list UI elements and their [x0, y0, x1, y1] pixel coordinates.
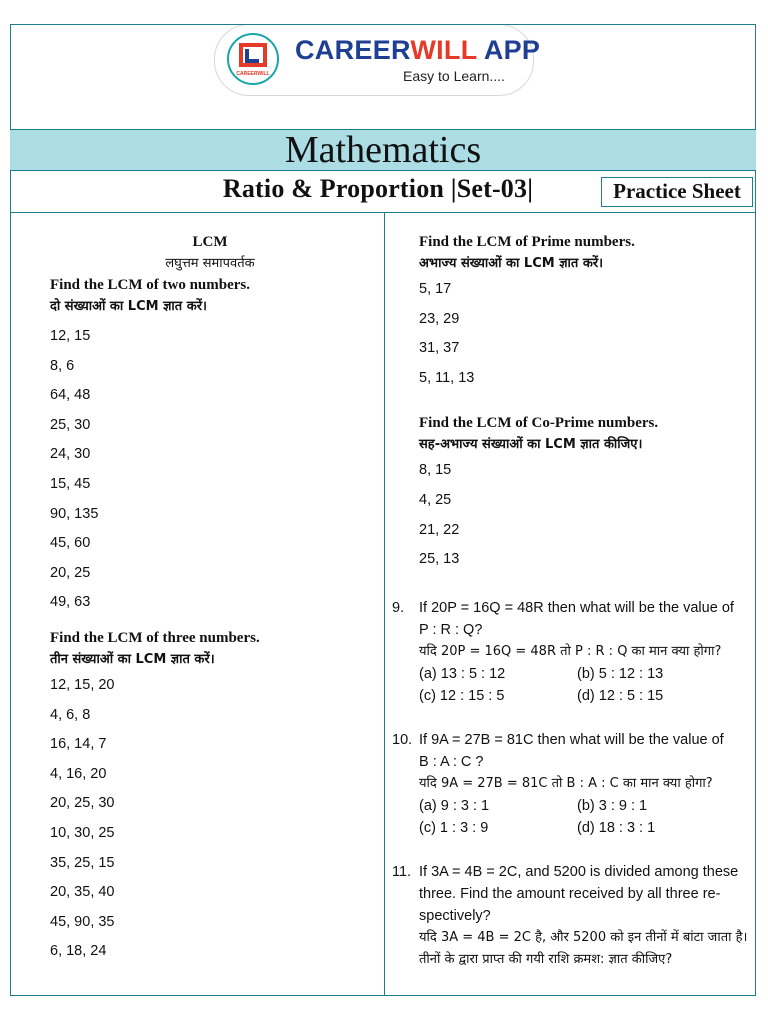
question-9: [392, 597, 752, 707]
list-item: 45, 90, 35: [50, 913, 115, 930]
section-heading: Find the LCM of Prime numbers.: [419, 234, 635, 250]
brand-name-part3: APP: [477, 35, 541, 65]
list-item: 45, 60: [50, 535, 91, 552]
list-item: 6, 18, 24: [50, 943, 107, 960]
list-item: 12, 15, 20: [50, 676, 115, 693]
question-text: If 3A = 4B = 2C, and 5200 is divided among these: [419, 863, 739, 880]
question-text-hindi: यदि 9A = 27B = 81C तो B : A : C का मान क्या होगा?: [419, 775, 713, 791]
question-text: P : R : Q?: [419, 621, 483, 638]
answer-options: [419, 795, 752, 839]
question-number: 9.: [392, 599, 405, 616]
question-text: If 20P = 16Q = 48R then what will be the value of: [419, 599, 734, 616]
question-text: three. Find the amount received by all three re-: [419, 885, 721, 902]
question-text: B : A : C ?: [419, 753, 484, 770]
list-item: 15, 45: [50, 475, 91, 492]
option-a: (a) 9 : 3 : 1: [419, 797, 490, 814]
lcm-title: LCM: [192, 234, 228, 250]
section-heading-hindi: दो संख्याओं का LCM ज्ञात करें।: [50, 299, 207, 314]
option-d: (d) 18 : 3 : 1: [577, 819, 656, 836]
question-10: [392, 729, 752, 839]
list-item: 23, 29: [419, 310, 460, 327]
list-item: 64, 48: [50, 387, 91, 404]
question-text-hindi: यदि 3A = 4B = 2C है, और 5200 को इन तीनों में बांटा जाता है।: [419, 929, 748, 945]
list-item: 12, 15: [50, 328, 91, 344]
option-d: (d) 12 : 5 : 15: [577, 687, 664, 704]
list-item: 4, 6, 8: [50, 706, 91, 723]
lcm-title-hindi: लघुत्तम समापवर्तक: [165, 256, 255, 271]
list-item: 10, 30, 25: [50, 824, 115, 841]
list-item: 90, 135: [50, 505, 99, 522]
section-heading: Find the LCM of Co-Prime numbers.: [419, 415, 659, 432]
brand-name-part2: WILL: [410, 35, 478, 65]
question-number: 11.: [392, 863, 412, 880]
option-a: (a) 13 : 5 : 12: [419, 665, 506, 682]
svg-text:CAREERWILL: CAREERWILL: [236, 71, 270, 77]
question-11: [392, 861, 752, 971]
subject-bar: [10, 129, 756, 171]
list-item: 16, 14, 7: [50, 736, 107, 753]
question-text: spectively?: [419, 907, 491, 924]
list-item: 20, 25: [50, 564, 91, 581]
list-item: 5, 11, 13: [419, 369, 475, 386]
section-heading-hindi: अभाज्य संख्याओं का LCM ज्ञात करें।: [419, 256, 604, 271]
list-item: 4, 16, 20: [50, 765, 107, 782]
brand-tagline: Easy to Learn....: [403, 68, 505, 84]
right-column: [392, 232, 752, 971]
section-heading: Find the LCM of three numbers.: [50, 629, 260, 646]
option-b: (b) 3 : 9 : 1: [577, 797, 648, 814]
list-item: 8, 15: [419, 462, 452, 479]
answer-options: [419, 663, 752, 707]
list-item: 21, 22: [419, 521, 460, 538]
section-heading-hindi: सह-अभाज्य संख्याओं का LCM ज्ञात कीजिए।: [419, 437, 643, 453]
list-item: 25, 30: [50, 416, 91, 433]
question-text-hindi: यदि 20P = 16Q = 48R तो P : R : Q का मान क्या होगा?: [419, 643, 722, 659]
brand-name-part1: CAREER: [295, 35, 411, 65]
list-item: 8, 6: [50, 357, 75, 374]
question-text: If 9A = 27B = 81C then what will be the value of: [419, 731, 724, 748]
list-item: 35, 25, 15: [50, 854, 115, 871]
list-item: 24, 30: [50, 446, 91, 463]
section-heading-hindi: तीन संख्याओं का LCM ज्ञात करें।: [50, 651, 215, 667]
option-c: (c) 12 : 15 : 5: [419, 687, 505, 704]
topic-title: Ratio & Proportion |Set-03|: [222, 174, 534, 203]
list-item: 5, 17: [419, 281, 452, 297]
list-item: 20, 35, 40: [50, 884, 115, 901]
list-item: 20, 25, 30: [50, 795, 115, 812]
subject-title: Mathematics: [284, 129, 482, 171]
column-divider: [384, 213, 385, 996]
question-number: 10.: [392, 731, 413, 748]
list-item: 31, 37: [419, 340, 460, 357]
left-column: [50, 232, 370, 967]
list-item: 4, 25: [419, 491, 452, 508]
header-divider: [10, 212, 756, 213]
question-text-hindi: तीनों के द्वारा प्राप्त की गयी राशि क्रमश: ज्ञात कीजिए?: [419, 951, 673, 967]
section-heading: Find the LCM of two numbers.: [50, 277, 251, 293]
option-b: (b) 5 : 12 : 13: [577, 665, 664, 682]
practice-sheet-badge: Practice Sheet: [601, 177, 753, 207]
list-item: 49, 63: [50, 594, 91, 611]
list-item: 25, 13: [419, 551, 460, 568]
option-c: (c) 1 : 3 : 9: [419, 819, 489, 836]
